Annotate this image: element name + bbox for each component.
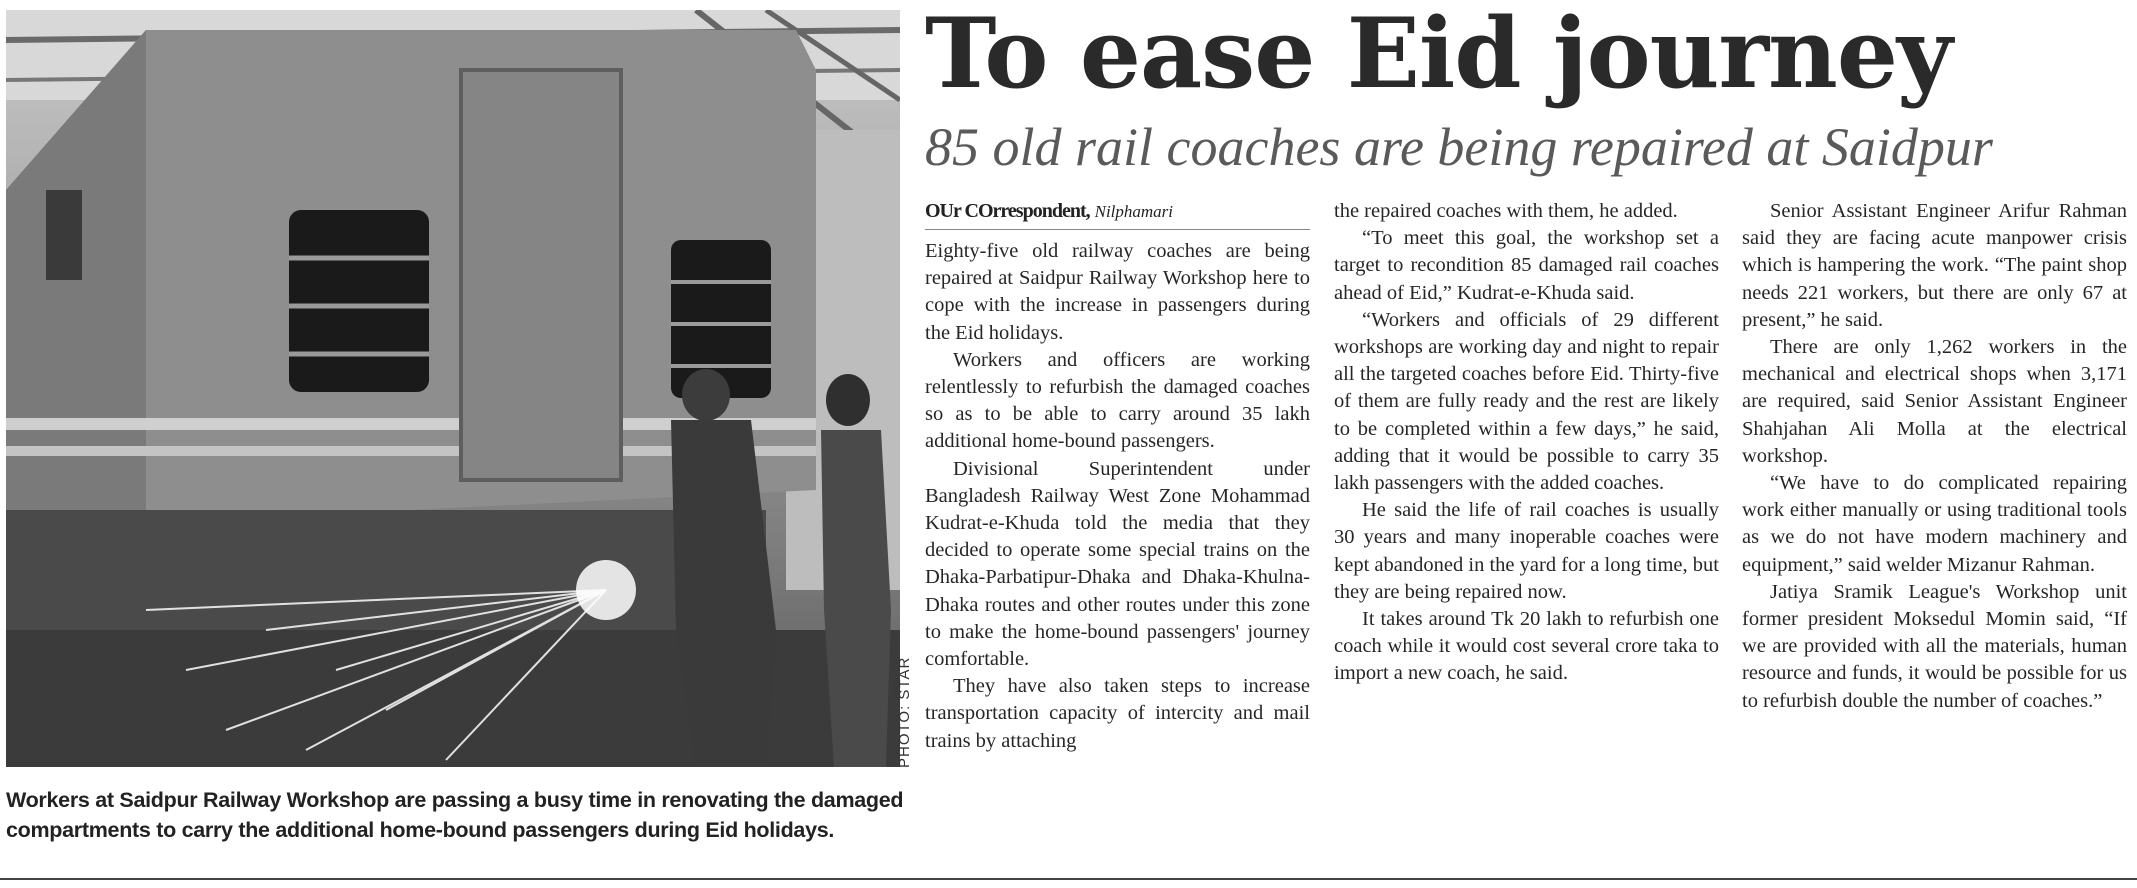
- subheadline: 85 old rail coaches are being repaired at Saidpur: [925, 117, 1993, 177]
- article-column-3: [1742, 198, 2127, 715]
- paragraph: Divisional Superintendent under Bangladesh Railway West Zone Mohammad Kudrat-e-Khuda told the media that they decided to operate some special trains on the Dhaka-Parbatipur-Dhaka and Dhaka-Khulna-Dhaka routes and other routes under this zone to make the home-bound passengers' journey comfortable.: [925, 457, 1310, 671]
- headline: To ease Eid journey: [925, 0, 1952, 110]
- news-photo: [6, 10, 900, 767]
- paragraph: There are only 1,262 workers in the mechanical and electrical shops when 3,171 are required, said Senior Assistant Engineer Shahjahan Ali Molla at the electrical workshop.: [1742, 336, 2127, 467]
- article-column-2: [1334, 198, 1719, 688]
- byline-place: Nilphamari: [1094, 202, 1174, 221]
- paragraph: Eighty-five old railway coaches are being repaired at Saidpur Railway Workshop here to cope with the increase in passengers during the Eid holidays.: [925, 240, 1310, 344]
- paragraph: “Workers and officials of 29 different workshops are working day and night to repair all the targeted coaches before Eid. Thirty-five of them are fully ready and the rest are likely to be completed within a few days,” he said, adding that it would be possible to carry 35 lakh passengers with the added coaches.: [1334, 308, 1719, 495]
- paragraph: Senior Assistant Engineer Arifur Rahman said they are facing acute manpower crisis which is hampering the work. “The paint shop needs 221 workers, but there are only 67 at present,” he said.: [1742, 200, 2127, 331]
- paragraph: Workers and officers are working relentlessly to refurbish the damaged coaches so as to be able to carry around 35 lakh additional home-bound passengers.: [925, 348, 1310, 453]
- paragraph: It takes around Tk 20 lakh to refurbish one coach while it would cost several crore taka to import a new coach, he said.: [1334, 608, 1719, 685]
- paragraph: “To meet this goal, the workshop set a target to recondition 85 damaged rail coaches ahead of Eid,” Kudrat-e-Khuda said.: [1334, 227, 1719, 304]
- byline: [925, 198, 1310, 230]
- photo-caption: Workers at Saidpur Railway Workshop are passing a busy time in renovating the damaged compartments to carry the additional home-bound passengers during Eid holidays.: [6, 788, 904, 842]
- paragraph: the repaired coaches with them, he added.: [1334, 200, 1678, 222]
- byline-author: OUr COrrespondent,: [925, 200, 1090, 222]
- paragraph: Jatiya Sramik League's Workshop unit former president Moksedul Momin said, “If we are provided with all the materials, human resource and funds, it would be possible for us to refurbish double the number of coaches.”: [1742, 580, 2127, 712]
- photo-credit: PHOTO: STAR: [896, 656, 913, 768]
- article-column-1: [925, 198, 1310, 755]
- paragraph: They have also taken steps to increase transportation capacity of intercity and mail trains by attaching: [925, 675, 1310, 752]
- bottom-rule: [0, 878, 2137, 880]
- railway-workshop-photo: [6, 10, 900, 767]
- paragraph: “We have to do complicated repairing work either manually or using traditional tools as we do not have modern machinery and equipment,” said welder Mizanur Rahman.: [1742, 472, 2127, 576]
- paragraph: He said the life of rail coaches is usually 30 years and many inoperable coaches were kept abandoned in the yard for a long time, but they are being repaired now.: [1334, 499, 1719, 603]
